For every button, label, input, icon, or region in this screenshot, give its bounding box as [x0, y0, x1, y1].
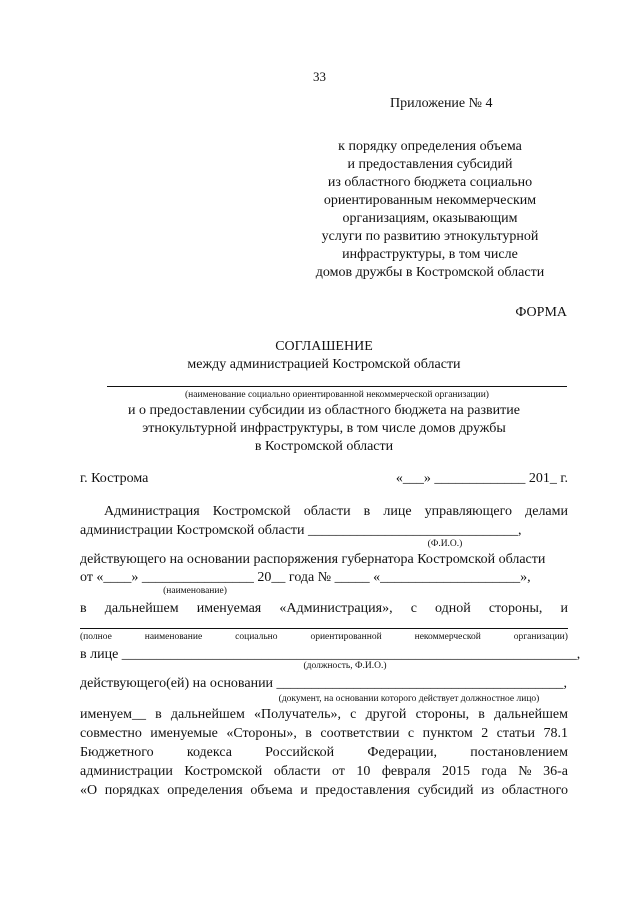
body-word: объема	[250, 783, 293, 798]
appendix-line: услуги по развитию этнокультурной	[321, 229, 539, 244]
appendix-line: инфраструктуры, в том числе	[342, 247, 518, 262]
body-word: лице	[383, 504, 412, 519]
body-word: Федерации,	[367, 745, 438, 760]
body-word: Бюджетного	[80, 745, 154, 760]
body-word: именуемая	[196, 601, 262, 616]
body-word: Костромской	[184, 764, 263, 779]
body-paragraph-4-line	[80, 706, 568, 725]
name-caption: (наименование)	[163, 586, 227, 596]
person-line: в лице _________________________________________________________________,	[80, 647, 581, 662]
body-word: «Получатель»,	[253, 707, 341, 722]
body-paragraph-1-line-2: администрации Костромской области ______________________________,	[80, 523, 522, 538]
body-word: и	[300, 783, 308, 798]
caption-word: социально	[235, 632, 278, 642]
body-word: соответствии	[320, 726, 400, 741]
body-word: 36-а	[543, 764, 568, 779]
body-word: пунктом	[422, 726, 473, 741]
body-word: Костромской	[212, 504, 291, 519]
body-word: 2015	[442, 764, 470, 779]
city: г. Кострома	[80, 471, 149, 486]
appendix-title: Приложение № 4	[390, 96, 493, 111]
org-name-caption: (наименование социально ориентированной некоммерческой организации)	[185, 390, 489, 400]
body-word: года	[481, 764, 507, 779]
appendix-line: из областного бюджета социально	[327, 175, 533, 190]
body-word: управляющего	[424, 504, 513, 519]
body-word: с	[350, 707, 357, 722]
org-name-line	[107, 386, 567, 387]
body-word: именуемые	[150, 726, 218, 741]
body-paragraph-4-line	[80, 763, 568, 782]
body-word: совместно	[80, 726, 142, 741]
body-paragraph-2-line-1: действующего на основании распоряжения губернатора Костромской области	[80, 552, 546, 567]
caption-word: некоммерческой	[414, 632, 481, 642]
body-word: дальнейшем	[494, 707, 568, 722]
full-name-line	[80, 628, 568, 629]
body-paragraph-2-line-2: от «____» ________________ 20__ года № _____ «____________________»,	[80, 570, 531, 585]
caption-word: (полное	[80, 632, 112, 642]
basis-line: действующего(ей) на основании _________________________________________,	[80, 676, 568, 691]
body-word: стороны,	[488, 601, 543, 616]
body-word: постановлением	[470, 745, 568, 760]
body-paragraph-4-line	[80, 725, 568, 744]
body-word: порядках	[104, 783, 160, 798]
appendix-line: организациям, оказывающим	[342, 211, 518, 226]
body-paragraph-4	[80, 706, 568, 801]
body-word: статьи	[496, 726, 535, 741]
body-paragraph-4-line	[80, 744, 568, 763]
fio-caption: (Ф.И.О.)	[427, 539, 463, 549]
caption-word: ориентированной	[310, 632, 382, 642]
appendix-description	[300, 138, 560, 282]
body-word: одной	[435, 601, 471, 616]
body-word: №	[518, 764, 532, 779]
body-paragraph-1-line-1	[104, 503, 568, 521]
appendix-line: ориентированным некоммерческим	[323, 193, 537, 208]
body-word: с	[410, 601, 417, 616]
body-paragraph-3	[80, 600, 568, 618]
form-label: ФОРМА	[515, 305, 567, 320]
agreement-subtitle: между администрацией Костромской области	[187, 357, 461, 372]
body-word: именуем__	[80, 707, 146, 722]
position-caption: (должность, Ф.И.О.)	[303, 661, 387, 671]
body-word: февраля	[381, 764, 431, 779]
body-word: в	[363, 504, 371, 519]
body-word: из	[481, 783, 495, 798]
body-word: «Администрация»,	[279, 601, 393, 616]
body-word: стороны,	[415, 707, 470, 722]
body-word: «Стороны»,	[226, 726, 297, 741]
body-word: и	[560, 601, 568, 616]
body-word: в	[478, 707, 485, 722]
body-word: администрации	[80, 764, 173, 779]
appendix-line: и предоставления субсидий	[347, 157, 513, 172]
agreement-purpose	[80, 402, 568, 456]
purpose-line: и о предоставлении субсидии из областного бюджета на развитие	[128, 403, 520, 418]
purpose-line: этнокультурной инфраструктуры, в том числе домов дружбы	[142, 421, 506, 436]
body-word: 10	[356, 764, 371, 779]
agreement-date: «___» _____________ 201_ г.	[395, 471, 568, 486]
caption-word: организации)	[513, 632, 568, 642]
body-word: от	[331, 764, 345, 779]
body-word: делами	[525, 504, 568, 519]
body-word: 2	[481, 726, 489, 741]
body-word: 78.1	[543, 726, 568, 741]
body-word: «О	[80, 783, 98, 798]
body-word: области	[303, 504, 351, 519]
body-word: Администрация	[104, 504, 200, 519]
body-paragraph-4-line	[80, 782, 568, 801]
body-word: в	[80, 601, 87, 616]
appendix-line: к порядку определения объема	[338, 139, 522, 154]
body-word: в	[305, 726, 312, 741]
page-number: 33	[313, 69, 326, 84]
body-word: субсидий	[417, 783, 474, 798]
body-word: дальнейшем	[170, 707, 245, 722]
body-word: дальнейшем	[104, 601, 179, 616]
appendix-line: домов дружбы в Костромской области	[315, 265, 545, 280]
body-word: области	[273, 764, 321, 779]
body-word: кодекса	[186, 745, 232, 760]
body-word: определения	[167, 783, 243, 798]
caption-word: наименование	[144, 632, 203, 642]
body-word: областного	[501, 783, 568, 798]
body-word: Российской	[265, 745, 335, 760]
purpose-line: в Костромской области	[254, 439, 394, 454]
body-word: другой	[365, 707, 407, 722]
body-word: предоставления	[315, 783, 411, 798]
agreement-title: СОГЛАШЕНИЕ	[275, 339, 373, 354]
body-word: в	[155, 707, 162, 722]
body-word: с	[407, 726, 415, 741]
full-name-caption	[80, 632, 568, 643]
document-caption: (документ, на основании которого действует должностное лицо)	[278, 694, 540, 704]
